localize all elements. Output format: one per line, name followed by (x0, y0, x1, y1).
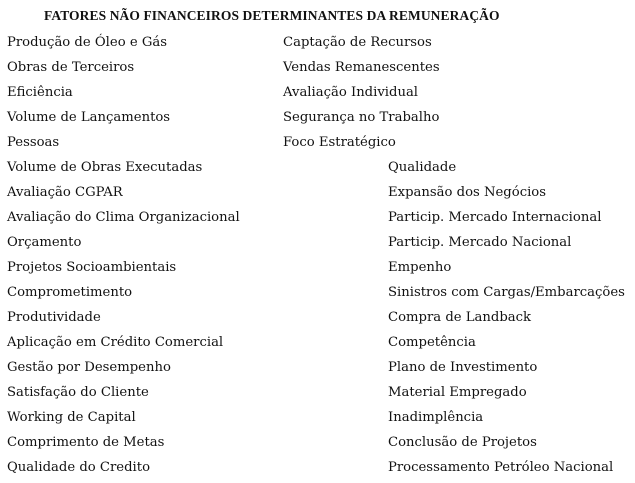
factor-item: Particip. Mercado Nacional (388, 235, 572, 250)
factor-item: Conclusão de Projetos (388, 435, 537, 450)
factor-item: Pessoas (7, 135, 60, 150)
document-title: FATORES NÃO FINANCEIROS DETERMINANTES DA REMUNERAÇÃO (44, 8, 500, 23)
factor-item: Material Empregado (388, 385, 527, 400)
factor-item: Avaliação CGPAR (7, 185, 123, 200)
factor-item: Volume de Obras Executadas (7, 160, 203, 175)
factor-item: Projetos Socioambientais (7, 260, 177, 275)
factor-item: Compra de Landback (388, 310, 532, 325)
factor-item: Eficiência (7, 85, 73, 100)
factor-item: Processamento Petróleo Nacional (388, 460, 614, 475)
factor-item: Obras de Terceiros (7, 60, 135, 75)
factor-item: Foco Estratégico (283, 135, 396, 150)
factor-item: Sinistros com Cargas/Embarcações (388, 285, 625, 300)
factor-item: Qualidade (388, 160, 457, 175)
factor-item: Competência (388, 335, 476, 350)
factor-item: Volume de Lançamentos (7, 110, 171, 125)
factor-item: Avaliação Individual (283, 85, 419, 100)
factor-item: Plano de Investimento (388, 360, 538, 375)
factors-column-middle (283, 30, 440, 155)
factor-item: Vendas Remanescentes (283, 60, 440, 75)
factor-item: Inadimplência (388, 410, 484, 425)
factor-item: Orçamento (7, 235, 82, 250)
factor-item: Segurança no Trabalho (283, 110, 440, 125)
factors-column-left (7, 30, 240, 480)
factor-item: Comprometimento (7, 285, 133, 300)
factor-item: Comprimento de Metas (7, 435, 165, 450)
factor-item: Expansão dos Negócios (388, 185, 546, 200)
factor-item: Particip. Mercado Internacional (388, 210, 602, 225)
factor-item: Working de Capital (7, 410, 136, 425)
factor-item: Qualidade do Credito (7, 460, 151, 475)
factor-item: Captação de Recursos (283, 35, 432, 50)
factor-item: Produtividade (7, 310, 101, 325)
factor-item: Satisfação do Cliente (7, 385, 149, 400)
factor-item: Produção de Óleo e Gás (7, 35, 167, 50)
factors-column-right (388, 155, 625, 480)
factor-item: Aplicação em Crédito Comercial (7, 335, 224, 350)
factor-item: Gestão por Desempenho (7, 360, 171, 375)
factor-item: Empenho (388, 260, 452, 275)
factor-item: Avaliação do Clima Organizacional (7, 210, 240, 225)
